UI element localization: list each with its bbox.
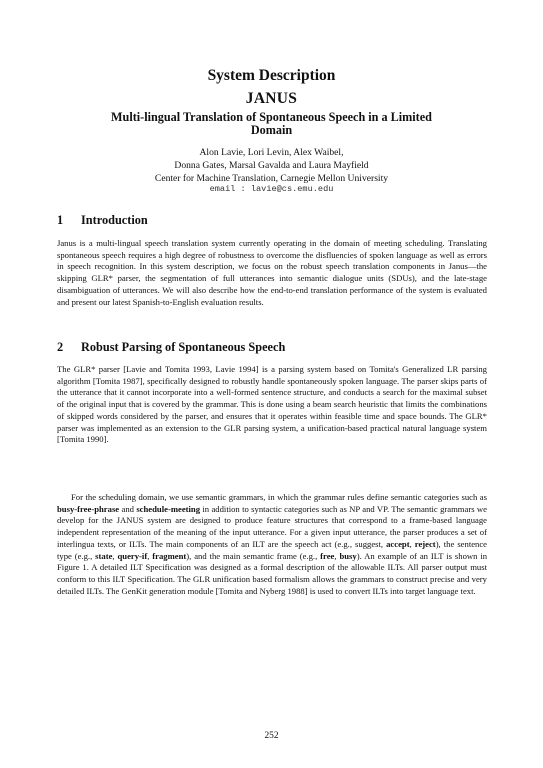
- section-heading-introduction: [57, 213, 148, 228]
- text-run: in addition to syntactic categories such as NP and VP. The semantic grammars we develop for the JANUS system are designed to produce feature structures that correspond to a frame-based language independent representation of the meaning of the input utterance. For a given input utterance, the parser produces a set of interlingua texts, or ILTs. The main components of an ILT are the speech act (e.g., suggest,: [57, 503, 487, 549]
- section-heading-robust-parsing: [57, 340, 285, 355]
- section-number: 1: [57, 213, 64, 227]
- introduction-paragraph: Janus is a multi-lingual speech translation system currently operating in the domain of meeting scheduling. Translating spontaneous speech requires a high degree of robustness to overcome the disfluencies of spoken language as well as errors in speech recognition. In this system description, we focus on the robust speech translation components in Janus—the skipping GLR* parser, the segmentation of full utterances into semantic dialogue units (SDUs), and the late-stage disambiguation of utterances. We will also describe how the end-to-end translation performance of the system is evaluated and present our latest Spanish-to-English evaluation results.: [57, 238, 487, 307]
- text-run: ,: [334, 550, 340, 561]
- text-run: and: [119, 503, 137, 514]
- section-title: Robust Parsing of Spontaneous Speech: [81, 340, 286, 354]
- page-number: 252: [264, 731, 279, 741]
- authors-line-1: Alon Lavie, Lori Levin, Alex Waibel,: [199, 147, 344, 158]
- term-bold: schedule-meeting: [136, 503, 201, 514]
- text-run: ), the sentence type (e.g.,: [57, 538, 488, 561]
- text-run: ). An example of an ILT is shown in Figure 1. A detailed ILT Specification was designed as a formal description of the allowable ILTs. All parser output must conform to this ILT Specification. The GLR unification based formalism allows the grammars to construct precise and very detailed ILTs. The GenKit generation module [Tomita and Nyberg 1988] is used to convert ILTs into target language text.: [57, 550, 488, 596]
- term-bold: reject: [414, 538, 436, 549]
- paper-subtitle: Multi-lingual Translation of Spontaneous Speech in a Limited Domain: [111, 110, 432, 137]
- term-bold: accept: [386, 538, 410, 549]
- term-bold: fragment: [152, 550, 187, 561]
- author-email: email : lavie@cs.emu.edu: [209, 184, 334, 194]
- text-run: For the scheduling domain, we use semantic grammars, in which the grammar rules define semantic categories such as: [71, 492, 487, 502]
- affiliation: Center for Machine Translation, Carnegie Mellon University: [154, 173, 389, 184]
- term-bold: busy-free-phrase: [57, 503, 120, 514]
- text-run: ,: [409, 538, 415, 549]
- term-bold: state: [95, 550, 113, 561]
- paper-title: System Description: [207, 67, 336, 84]
- system-name: JANUS: [245, 90, 298, 107]
- author-block: [0, 146, 543, 185]
- robust-parsing-paragraph-2: [57, 492, 487, 597]
- term-bold: query-if: [117, 550, 148, 561]
- authors-line-2: Donna Gates, Marsal Gavalda and Laura Mayfield: [174, 160, 369, 171]
- robust-parsing-paragraph-1: The GLR* parser [Lavie and Tomita 1993, Lavie 1994] is a parsing system based on Tomita's Generalized LR parsing algorithm [Tomita 1987], specifically designed to robustly handle spontaneously spoken language. The parser skips parts of the utterance that it cannot incorporate into a well-formed sentence structure, and conducts a search for the maximal subset of the original input that is covered by the grammar. This is done using a beam search heuristic that limits the combinations of skipped words considered by the parser, and ensures that it operates within feasible time and space bounds. The GLR* parser was implemented as an extension to the GLR parsing system, a unification-based practical natural language system [Tomita 1990].: [57, 364, 487, 445]
- text-run: ,: [147, 550, 153, 561]
- text-run: ), and the main semantic frame (e.g.,: [186, 550, 321, 561]
- section-number: 2: [57, 340, 64, 354]
- text-run: ,: [112, 550, 118, 561]
- term-bold: busy: [339, 550, 357, 561]
- section-title: Introduction: [81, 213, 148, 227]
- term-bold: free: [320, 550, 335, 561]
